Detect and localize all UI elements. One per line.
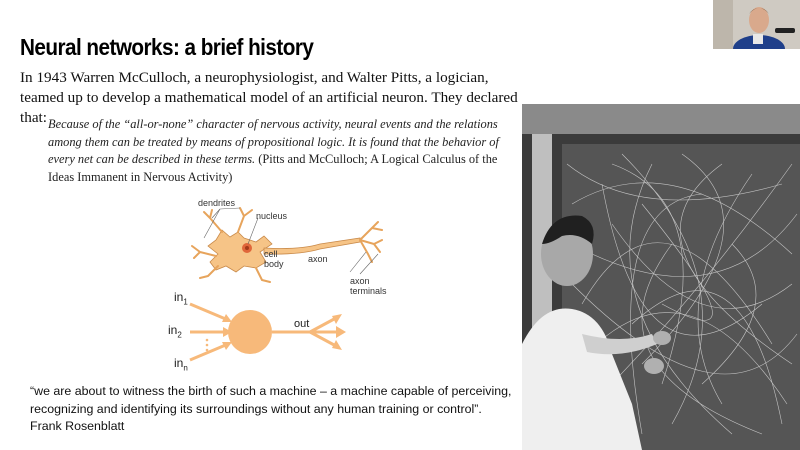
label-input-2: $in_2$ — [168, 323, 182, 340]
label-cell-body: cell body — [264, 249, 284, 269]
rosenblatt-author: Frank Rosenblatt — [30, 419, 125, 433]
rosenblatt-quote — [30, 383, 530, 436]
label-nucleus: nucleus — [256, 211, 288, 221]
artificial-neuron — [228, 310, 272, 354]
intro-paragraph: In 1943 Warren McCulloch, a neurophysiologist, and Walter Pitts, a logician, teamed up to develop a mathematical model of an artificial neuron. They declared that: — [20, 69, 518, 126]
photo-illustration — [522, 104, 800, 450]
slide-title: Neural networks: a brief history — [20, 34, 314, 60]
label-axon-terminals: axon terminals — [350, 276, 387, 296]
quote-citation: (Pitts and McCulloch; A Logical Calculus of the Ideas Immanent in Nervous Activity) — [48, 152, 498, 184]
presenter-video — [713, 0, 800, 49]
label-input-n: $in_n$ — [174, 356, 188, 373]
label-dendrites: dendrites — [198, 198, 236, 208]
ellipsis-dots — [206, 339, 209, 352]
neuron-diagrams — [160, 192, 420, 382]
label-axon: axon — [308, 254, 328, 264]
quote-text: Because of the “all-or-none” character of nervous activity, neural events and the relations among them can be treated by means of propositional logic. It is found that the behavior of every net can be described in these terms. — [48, 117, 499, 166]
rosenblatt-quote-text: “we are about to witness the birth of such a machine – a machine capable of perceiving, recognizing and identifying its surroundings without any human training or control”. — [30, 384, 512, 416]
label-input-1: $in_1$ — [174, 290, 188, 307]
mark-i-perceptron-photo — [522, 104, 800, 450]
presenter-webcam — [713, 0, 800, 49]
label-output: out — [294, 318, 310, 330]
mcculloch-pitts-quote — [48, 116, 508, 186]
